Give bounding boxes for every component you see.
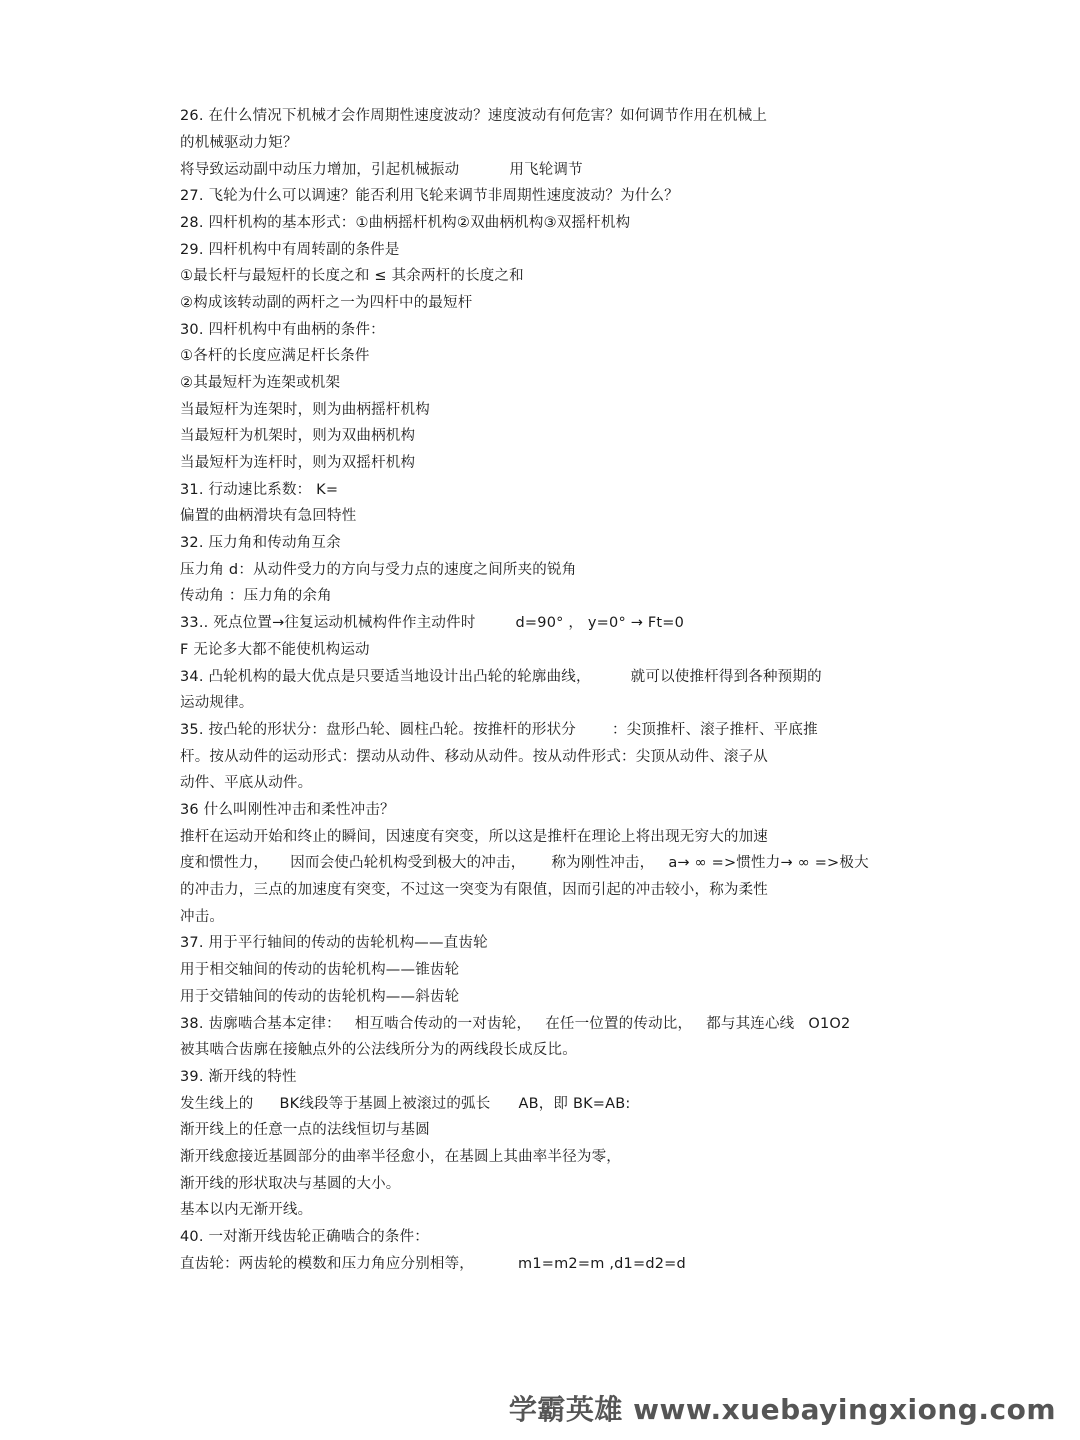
line-text: 被其啮合齿廓在接触点外的公法线所分为的两线段长成反比。 [180,1042,577,1058]
line-text: 用于交错轴间的传动的齿轮机构——斜齿轮 [180,989,460,1005]
text-line [180,1147,621,1167]
text-line [180,320,385,340]
line-text: 当最短杆为连架时，则为曲柄摇杆机构 [180,402,430,418]
line-text: 渐开线愈接近基圆部分的曲率半径愈小，在基圆上其曲率半径为零， [180,1149,621,1165]
text-line [180,1254,686,1274]
text-line [180,1094,631,1114]
text-line [180,400,430,420]
text-line [180,1174,401,1194]
text-line [180,346,370,366]
line-text: ②构成该转动副的两杆之一为四杆中的最短杆 [180,295,473,311]
text-line [180,933,488,953]
text-line [180,987,459,1007]
text-line [180,640,370,660]
line-text: 36 什么叫刚性冲击和柔性冲击？ [180,802,395,818]
line-text: 渐开线上的任意一点的法线恒切与基圆 [180,1122,430,1138]
line-text: 推杆在运动开始和终止的瞬间，因速度有突变，所以这是推杆在理论上将出现无穷大的加速 [180,829,768,845]
line-text: 用于相交轴间的传动的齿轮机构——锥齿轮 [180,962,460,978]
text-line [180,613,684,633]
line-text: 28. 四杆机构的基本形式：①曲柄摇杆机构②双曲柄机构③双摇杆机构 [180,215,631,231]
line-text: m1=m2=m ,d1=d2=d [518,1256,686,1272]
text-line [180,240,400,260]
text-line [180,426,415,446]
line-text: 37. 用于平行轴间的传动的齿轮机构——直齿轮 [180,935,488,951]
text-line [180,213,630,233]
text-line [180,106,767,126]
text-line [180,800,395,820]
text-line [180,693,254,713]
text-line [180,266,524,286]
line-text: 34. 凸轮机构的最大优点是只要适当地设计出凸轮的轮廓曲线， [180,669,591,685]
line-text: 32. 压力角和传动角互余 [180,535,341,551]
line-text: 将导致运动副中动压力增加，引起机械振动 [180,162,460,178]
line-text: ：尖顶推杆、滚子推杆、平底推 [611,722,818,738]
line-text: BK线段等于基圆上被滚过的弧长 [279,1096,491,1112]
line-text: 就可以使推杆得到各种预期的 [630,669,822,685]
text-line [180,373,340,393]
text-line [180,907,224,927]
line-text: AB，即 BK=AB: [518,1096,631,1112]
text-line [180,453,415,473]
line-text: 27. 飞轮为什么可以调速？能否利用飞轮来调节非周期性速度波动？为什么？ [180,188,679,204]
site-watermark: 学霸英雄 www.xuebayingxiong.com [508,1393,1056,1426]
text-line [180,533,341,553]
line-text: 的冲击力，三点的加速度有突变，不过这一突变为有限值，因而引起的冲击较小，称为柔性 [180,882,768,898]
line-text: 当最短杆为机架时，则为双曲柄机构 [180,428,416,444]
text-line [180,960,459,980]
line-text: O1O2 [808,1016,851,1032]
text-line [180,186,679,206]
line-text: 发生线上的 [180,1096,254,1112]
line-text: 因而会使凸轮机构受到极大的冲击， [290,855,526,871]
text-line [180,720,818,740]
line-text: 运动规律。 [180,695,254,711]
text-line [180,160,583,180]
line-text: 40. 一对渐开线齿轮正确啮合的条件： [180,1229,429,1245]
text-line [180,1200,312,1220]
line-text: d=90° ， y=0° → Ft=0 [515,615,685,631]
text-line [180,480,338,500]
line-text: 当最短杆为连杆时，则为双摇杆机构 [180,455,416,471]
line-text: 偏置的曲柄滑块有急回特性 [180,508,357,524]
line-text: 直齿轮：两齿轮的模数和压力角应分别相等， [180,1256,474,1272]
line-text: ②其最短杆为连架或机架 [180,375,341,391]
text-line [180,133,298,153]
line-text: 度和惯性力， [180,855,269,871]
line-text: 38. 齿廓啮合基本定律： [180,1016,341,1032]
text-line [180,1014,850,1034]
line-text: 29. 四杆机构中有周转副的条件是 [180,242,400,258]
line-text: 26. 在什么情况下机械才会作周期性速度波动？速度波动有何危害？如何调节作用在机械上 [180,108,768,124]
line-text: 传动角 ：压力角的余角 [180,588,332,604]
line-text: 35. 按凸轮的形状分：盘形凸轮、圆柱凸轮。按推杆的形状分 [180,722,576,738]
text-line [180,773,312,793]
line-text: a→ ∞ =>惯性力→ ∞ =>极大 [668,855,869,871]
line-text: 31. 行动速比系数： K= [180,482,339,498]
text-line [180,560,576,580]
line-text: 动件、平底从动件。 [180,775,313,791]
line-text: 的机械驱动力矩？ [180,135,298,151]
line-text: 用飞轮调节 [509,162,583,178]
text-line [180,1120,430,1140]
text-line [180,1227,429,1247]
text-line [180,506,356,526]
line-text: 30. 四杆机构中有曲柄的条件： [180,322,385,338]
line-text: 冲击。 [180,909,225,925]
line-text: 杆。按从动件的运动形式：摆动从动件、移动从动件。按从动件形式：尖顶从动件、滚子从 [180,749,768,765]
line-text: 基本以内无渐开线。 [180,1202,313,1218]
line-text: 相互啮合传动的一对齿轮， [354,1016,532,1032]
text-line [180,667,822,687]
line-text: 都与其连心线 [706,1016,795,1032]
text-line [180,747,768,767]
line-text: 在任一位置的传动比， [545,1016,693,1032]
text-line [180,1067,297,1087]
line-text: ①最长杆与最短杆的长度之和 ≤ 其余两杆的长度之和 [180,268,524,284]
line-text: ①各杆的长度应满足杆长条件 [180,348,370,364]
text-line [180,827,768,847]
text-line [180,586,332,606]
line-text: 33.. 死点位置→往复运动机械构件作主动件时 [180,615,476,631]
text-line [180,1040,577,1060]
line-text: 称为刚性冲击， [551,855,655,871]
line-text: 渐开线的形状取决与基圆的大小。 [180,1176,401,1192]
text-line [180,853,869,873]
text-line [180,293,473,313]
line-text: 压力角 d：从动件受力的方向与受力点的速度之间所夹的锐角 [180,562,577,578]
text-line [180,880,768,900]
line-text: F 无论多大都不能使机构运动 [180,642,370,658]
line-text: 39. 渐开线的特性 [180,1069,297,1085]
